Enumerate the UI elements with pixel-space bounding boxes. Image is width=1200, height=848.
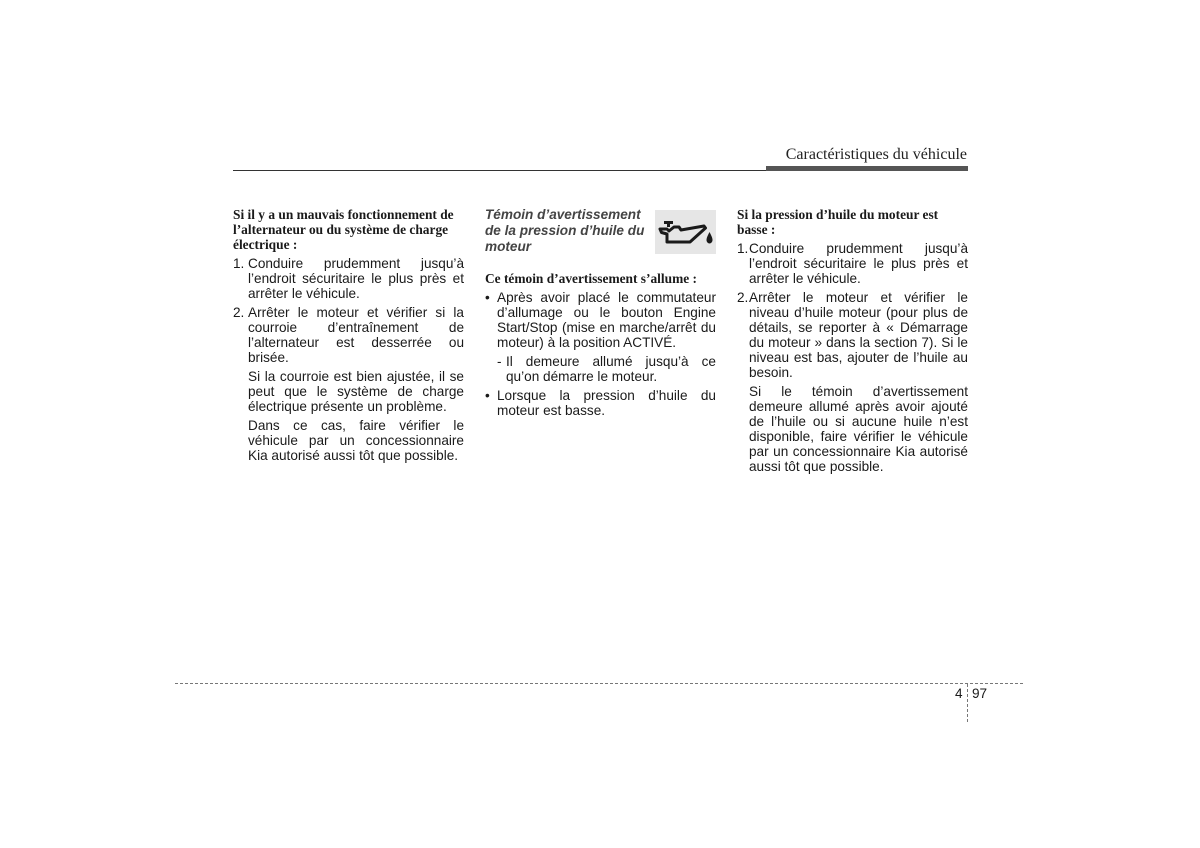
alternator-heading: Si il y a un mauvais fonctionnement de l’alternateur ou du système de charge électrique :: [233, 207, 454, 252]
dash-mark: -: [497, 354, 502, 369]
chapter-number: 4: [955, 686, 963, 701]
header-bar: [766, 166, 968, 171]
column-alternator: [233, 207, 464, 467]
warning-header: [485, 207, 716, 259]
bullet-mark: •: [485, 388, 490, 403]
list-number: 2.: [233, 305, 245, 320]
list-item: [233, 305, 464, 365]
list-number: 1.: [233, 256, 245, 271]
column-low-oil: [737, 207, 968, 478]
bullet-mark: •: [485, 290, 490, 305]
list-item: [233, 256, 464, 301]
footer-divider: [967, 684, 968, 722]
warning-persists-note: Si le témoin d’avertissement demeure allumé après avoir ajouté de l’huile ou si aucune huile n’est disponible, faire vérifier le véhicule par un concessionnaire Kia autorisé aussi tôt que possible.: [749, 384, 968, 474]
list-item: [497, 354, 716, 384]
list-number: 2.: [737, 290, 749, 305]
oil-can-icon: [655, 210, 716, 254]
list-item: [485, 290, 716, 350]
list-text: Lorsque la pression d’huile du moteur est basse.: [497, 388, 716, 418]
list-item: [737, 290, 968, 380]
list-item: [737, 241, 968, 286]
list-text: Après avoir placé le commutateur d’allumage ou le bouton Engine Start/Stop (mise en marche/arrêt du moteur) à la position ACTIVÉ.: [497, 290, 716, 350]
list-number: 1.: [737, 241, 749, 256]
list-text: Arrêter le moteur et vérifier le niveau d’huile moteur (pour plus de détails, se reporter à « Démarrage du moteur » dans la section 7). Si le niveau est bas, ajouter de l’huile au besoin.: [749, 290, 968, 380]
page-number: 97: [972, 686, 988, 701]
dealer-note: Dans ce cas, faire vérifier le véhicule par un concessionnaire Kia autorisé aussi tôt que possible.: [248, 418, 464, 463]
footer-rule: [175, 683, 1023, 684]
header-title: Caractéristiques du véhicule: [785, 146, 967, 163]
list-text: Il demeure allumé jusqu’à ce qu’on démarre le moteur.: [506, 354, 716, 384]
column-oil-warning: [485, 207, 716, 422]
warning-title: Témoin d’avertissement de la pression d’huile du moteur: [485, 207, 645, 254]
list-text: Conduire prudemment jusqu’à l’endroit sécuritaire le plus près et arrêter le véhicule.: [248, 256, 464, 301]
list-item: [485, 388, 716, 418]
low-oil-heading: Si la pression d’huile du moteur est basse :: [737, 207, 939, 237]
belt-note: Si la courroie est bien ajustée, il se peut que le système de charge électrique présente un problème.: [248, 369, 464, 414]
list-text: Arrêter le moteur et vérifier si la courroie d’entraînement de l’alternateur est desserrée ou brisée.: [248, 305, 464, 365]
list-text: Conduire prudemment jusqu’à l’endroit sécuritaire le plus près et arrêter le véhicule.: [749, 241, 968, 286]
warning-subheading: Ce témoin d’avertissement s’allume :: [485, 271, 697, 286]
